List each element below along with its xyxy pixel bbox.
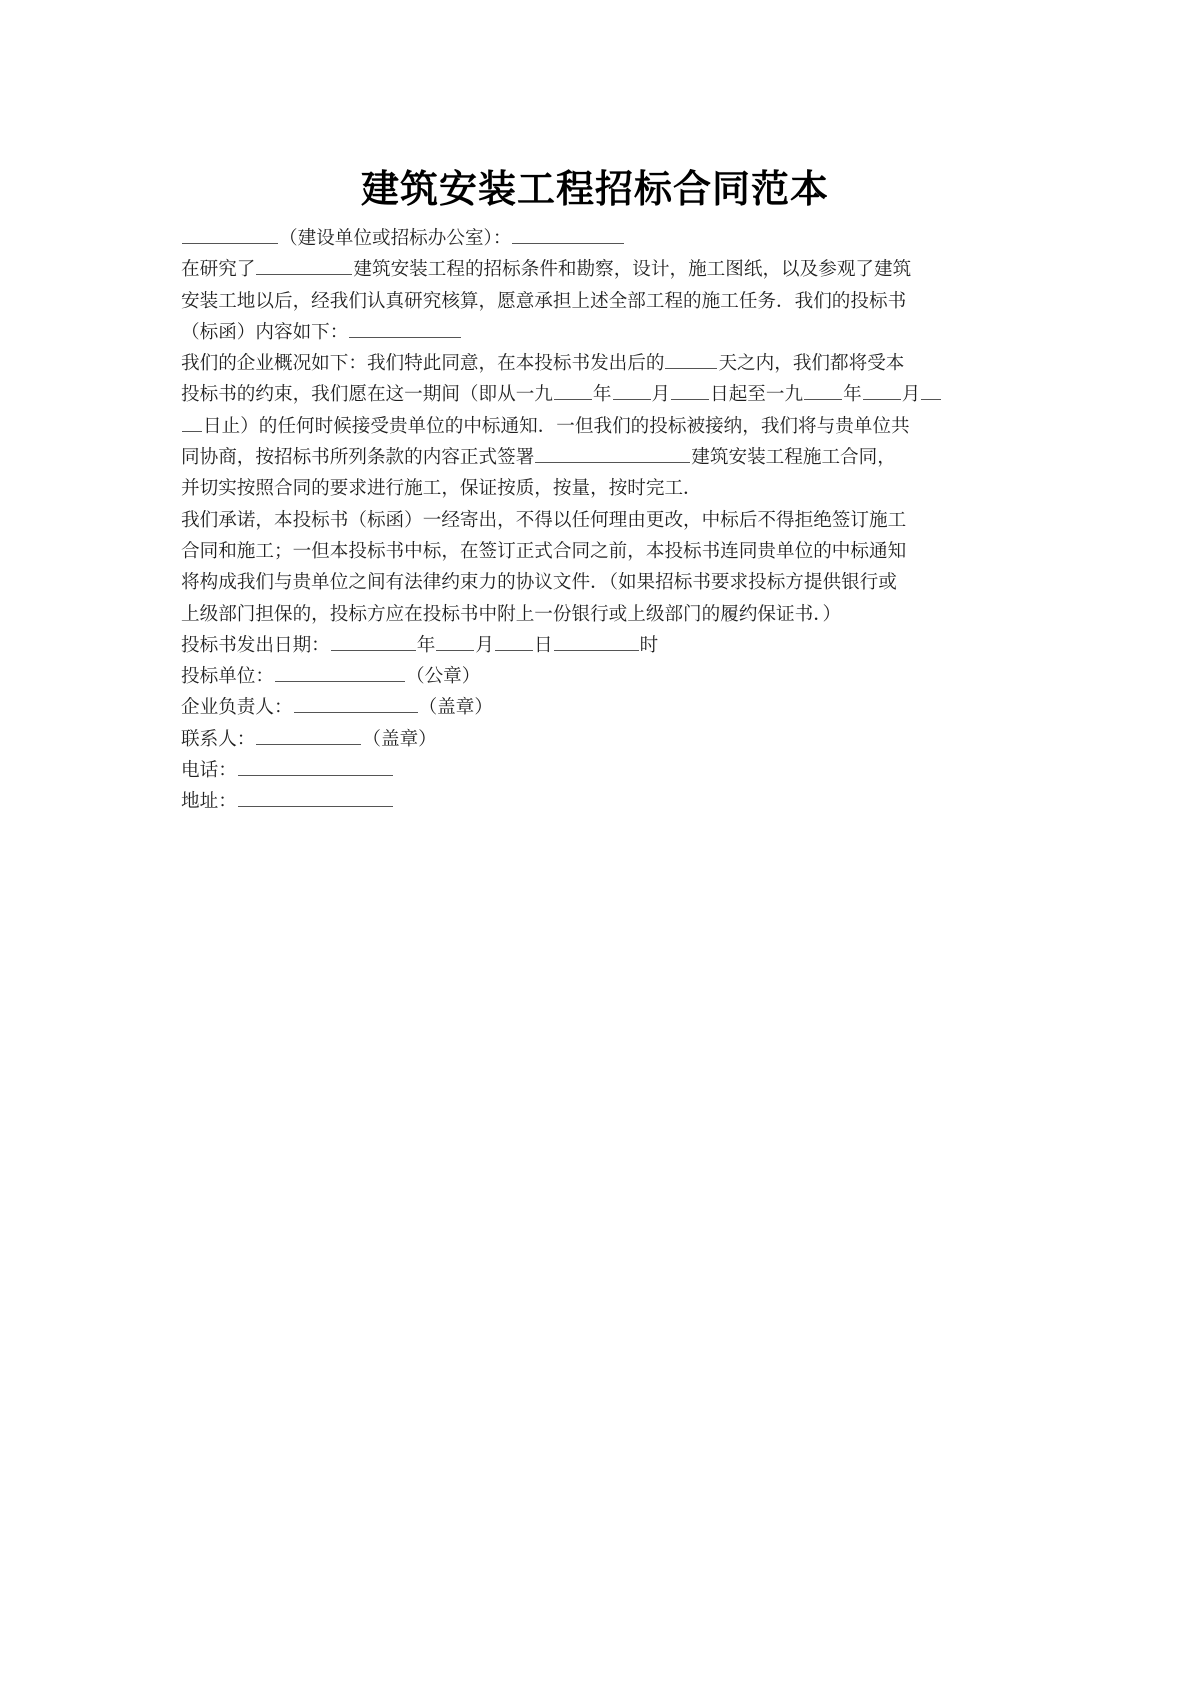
- paragraph2-line4: [181, 442, 1016, 473]
- blank-field-address[interactable]: [238, 786, 393, 807]
- blank-field-bidder-unit[interactable]: [275, 661, 405, 682]
- paragraph1-line1: [181, 254, 1016, 285]
- bidder-unit-line: [181, 661, 1016, 692]
- issue-date-label: 投标书发出日期：: [181, 634, 330, 656]
- blank-field-issue-month[interactable]: [436, 630, 474, 651]
- blank-field-end-day-part2[interactable]: [182, 411, 202, 432]
- paragraph2-line2: [181, 379, 1016, 410]
- text-fragment: 日起至一九: [710, 384, 804, 406]
- phone-label: 电话：: [181, 760, 237, 782]
- paragraph2-line3: [181, 411, 1016, 442]
- text-fragment: 建筑安装工程的招标条件和勘察，设计，施工图纸，以及参观了建筑: [353, 259, 912, 281]
- paragraph1-line2: 安装工地以后，经我们认真研究核算，愿意承担上述全部工程的施工任务．我们的投标书: [181, 290, 907, 312]
- address-line: [181, 786, 1016, 817]
- blank-field-issue-day[interactable]: [495, 630, 533, 651]
- text-fragment: 投标书的约束，我们愿在这一期间（即从一九: [181, 384, 553, 406]
- paragraph3-line4: 上级部门担保的，投标方应在投标书中附上一份银行或上级部门的履约保证书．）: [181, 603, 842, 625]
- blank-field-bid-content[interactable]: [349, 317, 461, 338]
- text-fragment: 月: [901, 384, 921, 406]
- blank-field-end-day-part1[interactable]: [921, 379, 941, 400]
- blank-field-contact[interactable]: [256, 724, 361, 745]
- paragraph3-line3: 将构成我们与贵单位之间有法律约束力的协议文件．（如果招标书要求投标方提供银行或: [181, 572, 897, 594]
- company-head-line: [181, 692, 1016, 723]
- text-fragment: 日止）的任何时候接受贵单位的中标通知．一但我们的投标被接纳，我们将与贵单位共: [203, 415, 910, 437]
- document-body: [181, 223, 1016, 818]
- blank-field-phone[interactable]: [238, 755, 393, 776]
- blank-field-project-name[interactable]: [256, 254, 352, 275]
- official-seal-note: （公章）: [405, 666, 481, 688]
- text-fragment: 日: [533, 634, 553, 656]
- paragraph2-line5: 并切实按照合同的要求进行施工，保证按质，按量，按时完工．: [181, 478, 702, 500]
- paragraph3-line2: 合同和施工；一但本投标书中标，在签订正式合同之前，本投标书连同贵单位的中标通知: [181, 540, 907, 562]
- document-title: 建筑安装工程招标合同范本: [360, 167, 829, 211]
- text-fragment: 我们的企业概况如下：我们特此同意，在本投标书发出后的: [181, 353, 665, 375]
- blank-field-start-year[interactable]: [554, 379, 592, 400]
- company-head-label: 企业负责人：: [181, 697, 293, 719]
- blank-field-days[interactable]: [665, 348, 717, 369]
- phone-line: [181, 755, 1016, 786]
- text-fragment: 建筑安装工程施工合同，: [691, 447, 896, 469]
- text-fragment: 天之内，我们都将受本: [718, 353, 905, 375]
- paragraph1-line3: [181, 317, 1016, 348]
- text-fragment: 时: [639, 634, 659, 656]
- text-fragment: 年: [592, 384, 612, 406]
- seal-note: （盖章）: [418, 697, 493, 719]
- address-label: 地址：: [181, 791, 237, 813]
- contact-line: [181, 724, 1016, 755]
- addressee-line: [181, 223, 1016, 254]
- bidder-unit-label: 投标单位：: [181, 666, 274, 688]
- blank-field-addressee-name[interactable]: [512, 223, 624, 244]
- blank-field-recipient[interactable]: [182, 223, 278, 244]
- issue-date-line: [181, 630, 1016, 661]
- text-fragment: 在研究了: [181, 259, 256, 281]
- blank-field-company-head[interactable]: [294, 692, 418, 713]
- blank-field-issue-hour[interactable]: [554, 630, 639, 651]
- text-fragment: （标函）内容如下：: [181, 321, 349, 343]
- blank-field-end-month[interactable]: [863, 379, 901, 400]
- blank-field-end-year[interactable]: [804, 379, 842, 400]
- text-fragment: 月: [475, 634, 494, 656]
- paragraph2-line1: [181, 348, 1016, 379]
- text-fragment: 年: [416, 634, 436, 656]
- blank-field-start-day[interactable]: [671, 379, 709, 400]
- text-fragment: 同协商，按招标书所列条款的内容正式签署: [181, 447, 535, 469]
- blank-field-contract-project[interactable]: [535, 442, 690, 463]
- contact-label: 联系人：: [181, 728, 256, 750]
- paragraph3-line1: 我们承诺，本投标书（标函）一经寄出，不得以任何理由更改，中标后不得拒绝签订施工: [181, 509, 907, 531]
- seal-note: （盖章）: [362, 728, 437, 750]
- addressee-suffix: （建设单位或招标办公室）：: [279, 228, 512, 249]
- blank-field-start-month[interactable]: [613, 379, 651, 400]
- blank-field-issue-year[interactable]: [331, 630, 416, 651]
- text-fragment: 月: [651, 384, 671, 406]
- text-fragment: 年: [843, 384, 862, 406]
